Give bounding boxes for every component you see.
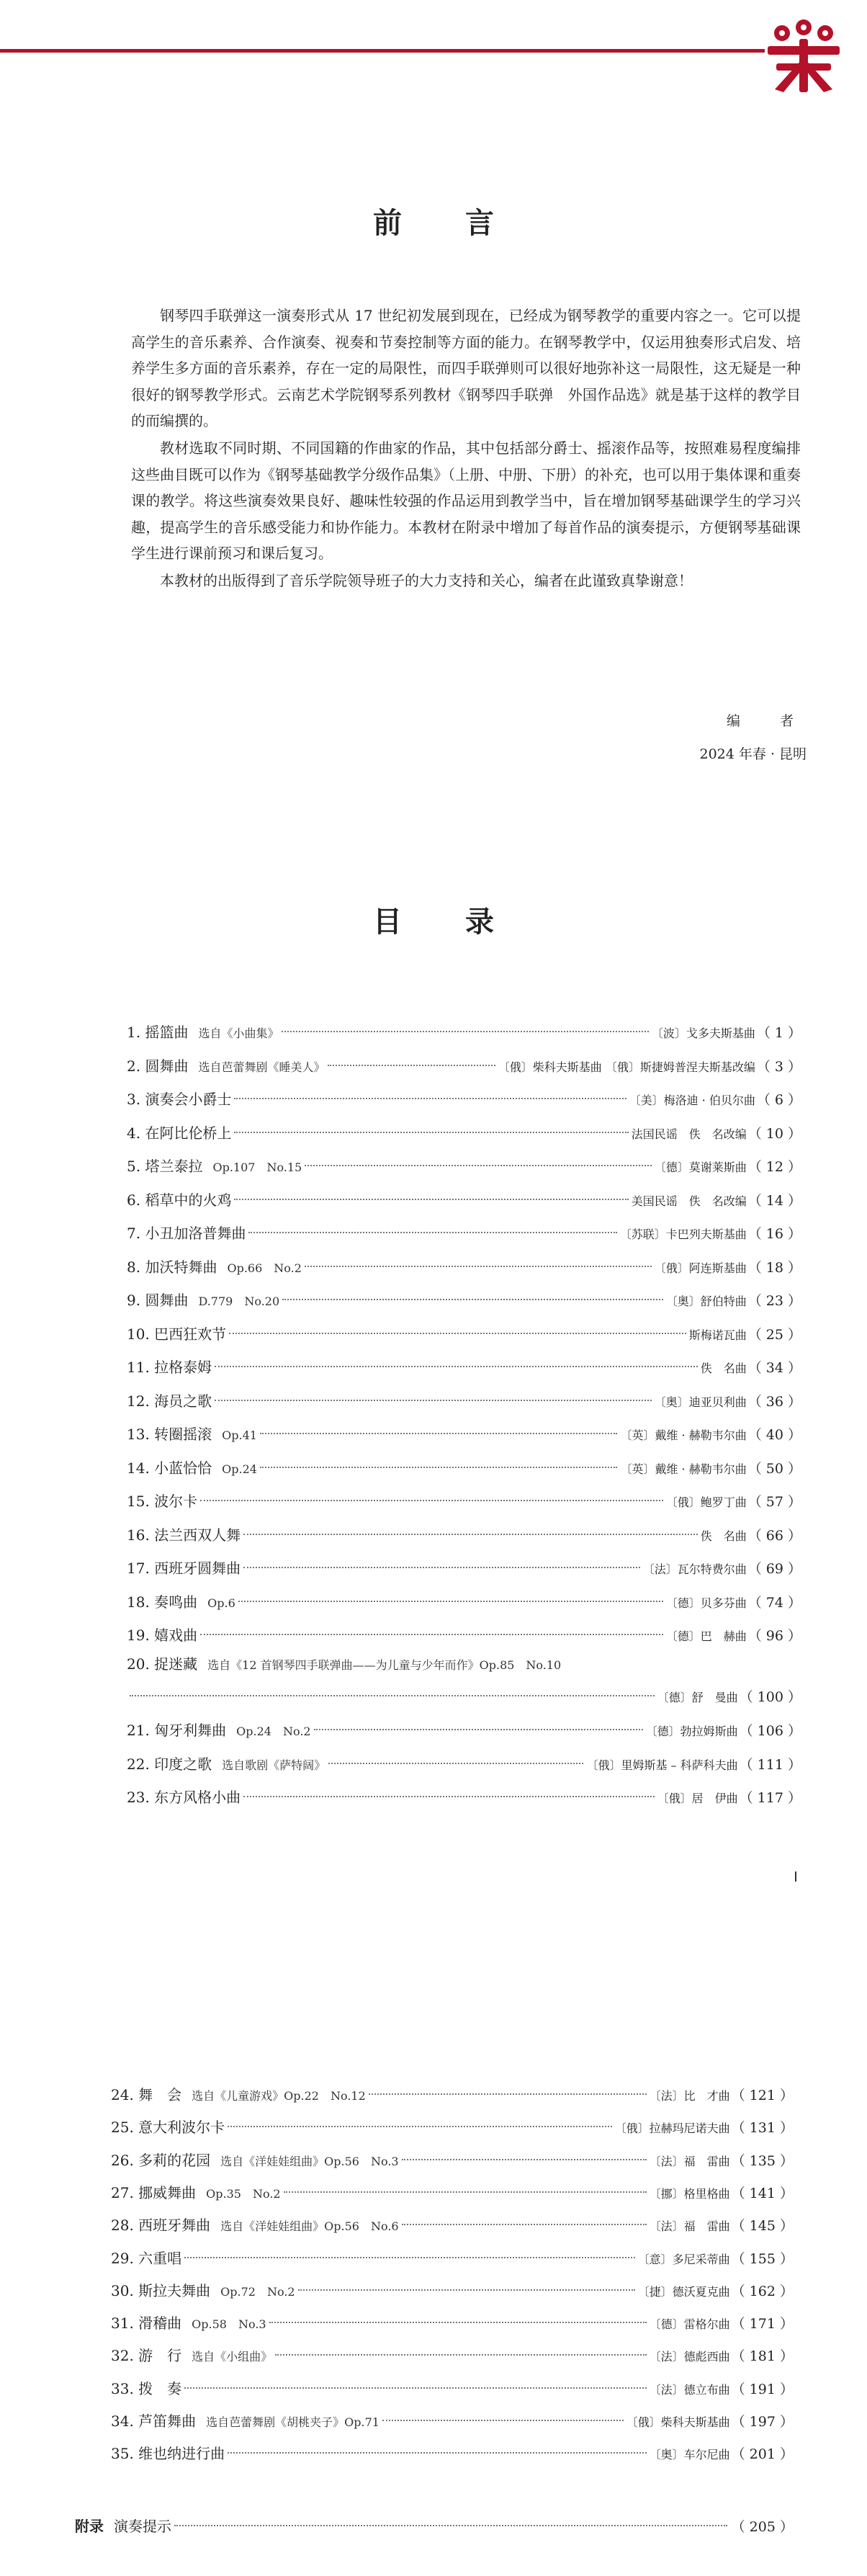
toc-entry-page: （ 162 ） — [731, 2283, 794, 2299]
toc-entry-composer: 〔德〕舒 曼曲 — [657, 1691, 738, 1704]
toc-entry-composer: 〔奥〕车尔尼曲 — [649, 2448, 730, 2462]
toc-entry-page: （ 145 ） — [731, 2218, 794, 2235]
toc-entry-composer: 〔挪〕格里格曲 — [649, 2186, 730, 2201]
toc-entry-composer: 佚 名曲 — [700, 1361, 747, 1375]
toc-entry-subtitle: Op.58 No.3 — [192, 2317, 266, 2332]
toc-entry[interactable] — [127, 1016, 801, 1049]
toc-entry-title: 26. 多莉的花园 — [111, 2151, 211, 2169]
toc-entry-composer: 〔美〕梅洛迪 · 伯贝尔曲 — [629, 1094, 755, 1107]
toc-leader — [314, 1729, 643, 1730]
toc-entry-title: 24. 舞 会 — [111, 2086, 182, 2103]
toc-entry-title: 18. 奏鸣曲 — [127, 1593, 198, 1611]
toc-entry-title: 25. 意大利波尔卡 — [111, 2119, 225, 2137]
toc-leader — [234, 1132, 628, 1133]
toc-entry-composer: 〔俄〕里姆斯基 – 科萨科夫曲 — [586, 1758, 738, 1772]
toc-entry-page: （ 135 ） — [731, 2152, 794, 2169]
toc-entry[interactable] — [127, 1117, 801, 1150]
toc-entry-composer: 〔英〕戴维 · 赫勒韦尔曲 — [620, 1428, 747, 1442]
toc-entry-title: 3. 演奏会小爵士 — [127, 1091, 232, 1108]
toc-entry[interactable] — [127, 1251, 801, 1284]
toc-entry-title: 2. 圆舞曲 — [127, 1057, 189, 1075]
toc-entry-page: （ 34 ） — [747, 1360, 801, 1376]
toc-entry-page: （ 191 ） — [731, 2381, 794, 2397]
toc-entry-composer: 〔苏联〕卡巴列夫斯基曲 — [619, 1227, 747, 1241]
toc-entry[interactable] — [111, 2405, 794, 2438]
toc-entry-title: 1. 摇篮曲 — [127, 1024, 189, 1041]
toc-entry-composer: 〔英〕戴维 · 赫勒韦尔曲 — [620, 1462, 747, 1476]
appendix-title: 演奏提示 — [114, 2518, 171, 2535]
toc-entry-title: 5. 塔兰泰拉 — [127, 1158, 203, 1175]
toc-entry-composer: 〔法〕福 雷曲 — [649, 2219, 730, 2234]
toc-leader — [234, 1199, 628, 1200]
toc-entry-composer: 〔德〕巴 赫曲 — [665, 1629, 747, 1643]
toc-entry[interactable] — [127, 1150, 801, 1183]
toc-entry-page: （ 96 ） — [747, 1628, 801, 1644]
toc-entry[interactable] — [127, 1647, 801, 1681]
toc-leader — [328, 1763, 583, 1764]
toc-entry[interactable] — [127, 1318, 801, 1351]
toc-entry-page: （ 171 ） — [731, 2316, 794, 2333]
toc-entry-subtitle: 选自芭蕾舞剧《胡桃夹子》Op.71 — [206, 2415, 379, 2429]
toc-entry-title: 12. 海员之歌 — [127, 1392, 212, 1410]
toc-entry[interactable] — [111, 2144, 794, 2177]
toc-leader — [234, 1098, 626, 1099]
toc-entry-page: （ 1 ） — [756, 1025, 801, 1041]
toc-entry-composer: 〔俄〕鲍罗丁曲 — [665, 1495, 747, 1509]
toc-entry-composer: 佚 名曲 — [700, 1529, 747, 1543]
toc-entry-page: （ 25 ） — [747, 1326, 801, 1343]
toc-entry-composer: 〔法〕比 才曲 — [649, 2089, 730, 2103]
toc-entry[interactable] — [127, 1485, 801, 1518]
toc-entry-title: 32. 游 行 — [111, 2347, 182, 2365]
toc-entry[interactable] — [111, 2274, 794, 2307]
preface-body — [131, 303, 801, 595]
toc-leader — [260, 1467, 617, 1468]
toc-leader — [298, 2289, 635, 2291]
toc-entry-title: 17. 西班牙圆舞曲 — [127, 1560, 241, 1577]
toc-entry-page: （ 57 ） — [747, 1494, 801, 1510]
toc-entry-subtitle: Op.6 — [207, 1596, 235, 1610]
header-rule — [0, 49, 765, 53]
toc-entry-page: （ 197 ） — [731, 2414, 794, 2430]
toc-entry-page: （ 23 ） — [747, 1293, 801, 1309]
preface-title: 前言 — [373, 206, 557, 240]
toc-entry-composer: 〔俄〕阿连斯基曲 — [654, 1261, 747, 1275]
toc-entry-subtitle: 选自歌剧《萨特阔》 — [222, 1758, 326, 1772]
toc-leader — [174, 2525, 727, 2526]
toc-entry-page: （ 181 ） — [731, 2348, 794, 2365]
toc-entry-page: （ 69 ） — [747, 1561, 801, 1577]
toc-leader — [305, 1266, 652, 1267]
toc-entry-page: （ 201 ） — [731, 2446, 794, 2463]
toc-entry[interactable] — [111, 2176, 794, 2209]
toc-entry[interactable] — [111, 2372, 794, 2405]
toc-entry-page: （ 10 ） — [747, 1125, 801, 1142]
toc-entry[interactable] — [127, 1519, 801, 1552]
preface-paragraph: 本教材的出版得到了音乐学院领导班子的大力支持和关心，编者在此谨致真挚谢意！ — [160, 572, 693, 589]
toc-leader — [200, 1500, 663, 1501]
toc-entry-continuation[interactable] — [127, 1681, 801, 1714]
toc-entry-title: 30. 斯拉夫舞曲 — [111, 2281, 211, 2299]
toc-leader — [248, 1232, 616, 1233]
toc-leader — [243, 1796, 654, 1797]
toc-leader — [282, 1031, 648, 1032]
toc-entry-page: （ 40 ） — [747, 1427, 801, 1443]
toc-entry-title: 10. 巴西狂欢节 — [127, 1325, 227, 1343]
toc-entry-title: 35. 维也纳进行曲 — [111, 2445, 225, 2463]
toc-entry-subtitle: 选自芭蕾舞剧《睡美人》 — [198, 1060, 325, 1074]
toc-leader — [382, 2420, 624, 2421]
toc-entry-composer: 斯梅诺瓦曲 — [688, 1328, 747, 1342]
toc-entry-subtitle: Op.24 — [222, 1462, 257, 1476]
toc-entry-subtitle: Op.41 — [222, 1428, 257, 1442]
toc-entry-subtitle: D.779 No.20 — [198, 1294, 280, 1308]
toc-entry-subtitle: Op.35 No.2 — [206, 2186, 281, 2201]
toc-entry[interactable] — [111, 2339, 794, 2372]
toc-entry-subtitle: 选自《洋娃娃组曲》Op.56 No.3 — [220, 2154, 399, 2168]
toc-entry-page: （ 111 ） — [739, 1756, 801, 1773]
toc-entry[interactable] — [111, 2307, 794, 2340]
publisher-logo-icon — [760, 17, 847, 94]
toc-entry-composer: 〔奥〕迪亚贝利曲 — [654, 1395, 747, 1409]
toc-leader — [215, 1366, 698, 1367]
toc-entry-page: （ 106 ） — [739, 1723, 801, 1739]
toc-leader — [215, 1400, 652, 1401]
toc-entry-title: 28. 西班牙舞曲 — [111, 2217, 211, 2235]
toc-entry-composer: 〔德〕勃拉姆斯曲 — [645, 1725, 738, 1738]
toc-entry[interactable] — [127, 1083, 801, 1116]
toc-leader — [228, 2452, 646, 2454]
toc-entry[interactable] — [127, 1452, 801, 1485]
preface-paragraph: 教材选取不同时期、不同国籍的作曲家的作品，其中包括部分爵士、摇滚作品等，按照难易程度编排这些曲目既可以作为《钢琴基础教学分级作品集》（上册、中册、下册）的补充，也可以用于集体课和重奏课的教学。将这些演奏效果良好、趣味性较强的作品运用到教学当中，旨在增加钢琴基础课学生的学习兴趣，提高学生的音乐感受能力和协作能力。本教材在附录中增加了每首作品的演奏提示，方便钢琴基础课学生进行课前预习和课后复习。 — [131, 439, 801, 562]
toc-entry-composer: 〔俄〕居 伊曲 — [657, 1792, 738, 1805]
toc-entry-page: （ 141 ） — [731, 2185, 794, 2201]
toc-appendix-entry[interactable] — [75, 2510, 794, 2543]
toc-entry-title: 34. 芦笛舞曲 — [111, 2412, 197, 2430]
toc-entry-subtitle: 选自《小组曲》 — [192, 2350, 273, 2364]
toc-leader — [184, 2257, 634, 2258]
toc-entry[interactable] — [127, 1385, 801, 1418]
toc-leader — [243, 1534, 698, 1535]
toc-entry-page: （ 12 ） — [747, 1159, 801, 1175]
toc-entry[interactable] — [127, 1781, 801, 1814]
toc-entry-title: 14. 小蓝恰恰 — [127, 1459, 212, 1477]
toc-entry-title: 23. 东方风格小曲 — [127, 1789, 241, 1806]
toc-entry[interactable] — [127, 1284, 801, 1317]
toc-entry-subtitle: 选自《洋娃娃组曲》Op.56 No.6 — [220, 2219, 399, 2234]
toc-entry-composer: 〔德〕贝多芬曲 — [665, 1596, 747, 1610]
toc-entry-subtitle: Op.72 No.2 — [220, 2284, 295, 2299]
toc-entry-page: （ 155 ） — [731, 2250, 794, 2267]
toc-entry-title: 16. 法兰西双人舞 — [127, 1526, 241, 1544]
preface-date: 2024 年春 · 昆明 — [699, 746, 807, 762]
toc-leader — [402, 2159, 647, 2160]
toc-entry-composer: 〔俄〕柴科夫斯基曲 〔俄〕斯捷姆普涅夫斯基改编 — [498, 1060, 755, 1074]
toc-entry-title: 29. 六重唱 — [111, 2249, 182, 2267]
toc-entry-title: 27. 挪威舞曲 — [111, 2183, 197, 2201]
toc-entry-page: （ 74 ） — [747, 1594, 801, 1611]
toc-entry-page: （ 66 ） — [747, 1527, 801, 1544]
toc-entry-title: 9. 圆舞曲 — [127, 1292, 189, 1309]
toc-entry-subtitle: Op.24 No.2 — [236, 1725, 311, 1738]
toc-entry[interactable] — [127, 1184, 801, 1217]
toc-leader — [228, 2126, 611, 2127]
toc-leader — [284, 2191, 647, 2193]
appendix-page: （ 205 ） — [731, 2519, 794, 2535]
toc-entry[interactable] — [127, 1217, 801, 1250]
contents-title: 目录 — [373, 905, 557, 939]
toc-leader — [260, 1433, 617, 1434]
toc-entry-title: 15. 波尔卡 — [127, 1493, 198, 1510]
toc-entry-page: （ 121 ） — [731, 2088, 794, 2103]
toc-entry-subtitle: 选自《12 首钢琴四手联弹曲——为儿童与少年而作》Op.85 No.10 — [207, 1658, 562, 1672]
toc-entry-composer: 〔奥〕舒伯特曲 — [665, 1294, 747, 1308]
toc-entry-page: （ 18 ） — [747, 1259, 801, 1276]
toc-leader — [305, 1165, 651, 1166]
toc-entry-title: 21. 匈牙利舞曲 — [127, 1722, 227, 1739]
toc-entry[interactable] — [127, 1351, 801, 1384]
toc-leader — [229, 1333, 686, 1334]
toc-leader — [200, 1634, 663, 1635]
toc-entry[interactable] — [127, 1418, 801, 1451]
preface-paragraph: 钢琴四手联弹这一演奏形式从 17 世纪初发展到现在，已经成为钢琴教学的重要内容之一。它可以提高学生的音乐素养、合作演奏、视奏和节奏控制等方面的能力。在钢琴教学中，仅运用独奏形式启发、培养学生多方面的音乐素养，存在一定的局限性，而四手联弹则可以很好地弥补这一局限性，这无疑是一种很好的钢琴教学形式。云南艺术学院钢琴系列教材《钢琴四手联弹 外国作品选》就是基于这样的教学目的而编撰的。 — [131, 307, 801, 429]
toc-entry[interactable] — [111, 2209, 794, 2242]
toc-entry-page: （ 100 ） — [739, 1689, 801, 1705]
toc-entry-composer: 〔德〕莫谢莱斯曲 — [654, 1160, 747, 1174]
toc-entry[interactable] — [127, 1586, 801, 1619]
toc-entry-composer: 〔法〕德彪西曲 — [649, 2350, 730, 2364]
toc-entry-composer: 〔波〕戈多夫斯基曲 — [651, 1027, 755, 1040]
toc-entry[interactable] — [127, 1714, 801, 1747]
toc-entry-title: 7. 小丑加洛普舞曲 — [127, 1225, 246, 1242]
toc-entry-page: （ 3 ） — [756, 1058, 801, 1075]
toc-leader — [282, 1299, 663, 1300]
appendix-label: 附录 — [75, 2518, 104, 2535]
toc-entry-title: 33. 拨 奏 — [111, 2379, 182, 2397]
toc-entry-title: 11. 拉格泰姆 — [127, 1359, 212, 1376]
toc-entry-composer: 〔法〕瓦尔特费尔曲 — [642, 1562, 747, 1576]
toc-entry[interactable] — [111, 2078, 794, 2111]
toc-leader — [369, 2093, 647, 2095]
toc-leader — [328, 1065, 495, 1066]
toc-entry-subtitle: 选自《儿童游戏》Op.22 No.12 — [192, 2089, 366, 2103]
toc-entry-composer: 〔捷〕德沃夏克曲 — [637, 2284, 730, 2299]
toc-entry-composer: 〔俄〕柴科夫斯基曲 — [626, 2415, 730, 2429]
page-break-mark — [795, 1871, 796, 1882]
toc-entry-subtitle: 选自《小曲集》 — [198, 1027, 279, 1040]
toc-entry-page: （ 6 ） — [756, 1092, 801, 1108]
toc-entry[interactable] — [111, 2242, 794, 2275]
toc-leader — [402, 2224, 647, 2225]
toc-entry-title: 4. 在阿比伦桥上 — [127, 1124, 232, 1142]
toc-entry[interactable] — [127, 1552, 801, 1585]
toc-entry-composer: 〔德〕雷格尔曲 — [649, 2317, 730, 2332]
toc-entry-page: （ 14 ） — [747, 1192, 801, 1209]
toc-leader — [130, 1695, 655, 1696]
toc-leader — [275, 2354, 646, 2356]
toc-entry[interactable] — [111, 2111, 794, 2144]
toc-leader — [238, 1601, 663, 1602]
toc-leader — [184, 2387, 646, 2389]
toc-entry-title: 22. 印度之歌 — [127, 1755, 212, 1773]
preface-signature: 编 者 — [726, 713, 807, 729]
toc-entry-title: 6. 稻草中的火鸡 — [127, 1191, 232, 1209]
toc-entry[interactable] — [111, 2437, 794, 2470]
toc-entry-title: 20. 捉迷藏 — [127, 1655, 198, 1673]
toc-entry-composer: 〔意〕多尼采蒂曲 — [637, 2252, 730, 2266]
toc-entry[interactable] — [127, 1050, 801, 1083]
toc-entry-composer: 〔法〕福 雷曲 — [649, 2154, 730, 2168]
toc-entry-composer: 法国民谣 佚 名改编 — [631, 1127, 747, 1141]
toc-entry-page: （ 50 ） — [747, 1460, 801, 1477]
toc-leader — [243, 1567, 640, 1568]
toc-entry-title: 19. 嬉戏曲 — [127, 1627, 198, 1644]
toc-leader — [269, 2322, 647, 2323]
toc-entry-subtitle: Op.66 No.2 — [227, 1261, 302, 1275]
toc-entry[interactable] — [127, 1748, 801, 1781]
toc-entry-title: 13. 转圈摇滚 — [127, 1426, 212, 1443]
toc-entry-title: 31. 滑稽曲 — [111, 2315, 182, 2333]
toc-entry-composer: 美国民谣 佚 名改编 — [631, 1194, 747, 1208]
toc-entry-composer: 〔法〕德立布曲 — [649, 2382, 730, 2397]
toc-entry-page: （ 131 ） — [731, 2120, 794, 2137]
toc-entry-composer: 〔俄〕拉赫玛尼诺夫曲 — [614, 2121, 730, 2136]
toc-entry-title: 8. 加沃特舞曲 — [127, 1258, 217, 1276]
toc-entry-subtitle: Op.107 No.15 — [212, 1160, 302, 1174]
toc-entry-page: （ 16 ） — [747, 1226, 801, 1242]
toc-entry-page: （ 117 ） — [739, 1790, 801, 1806]
toc-entry-page: （ 36 ） — [747, 1393, 801, 1410]
